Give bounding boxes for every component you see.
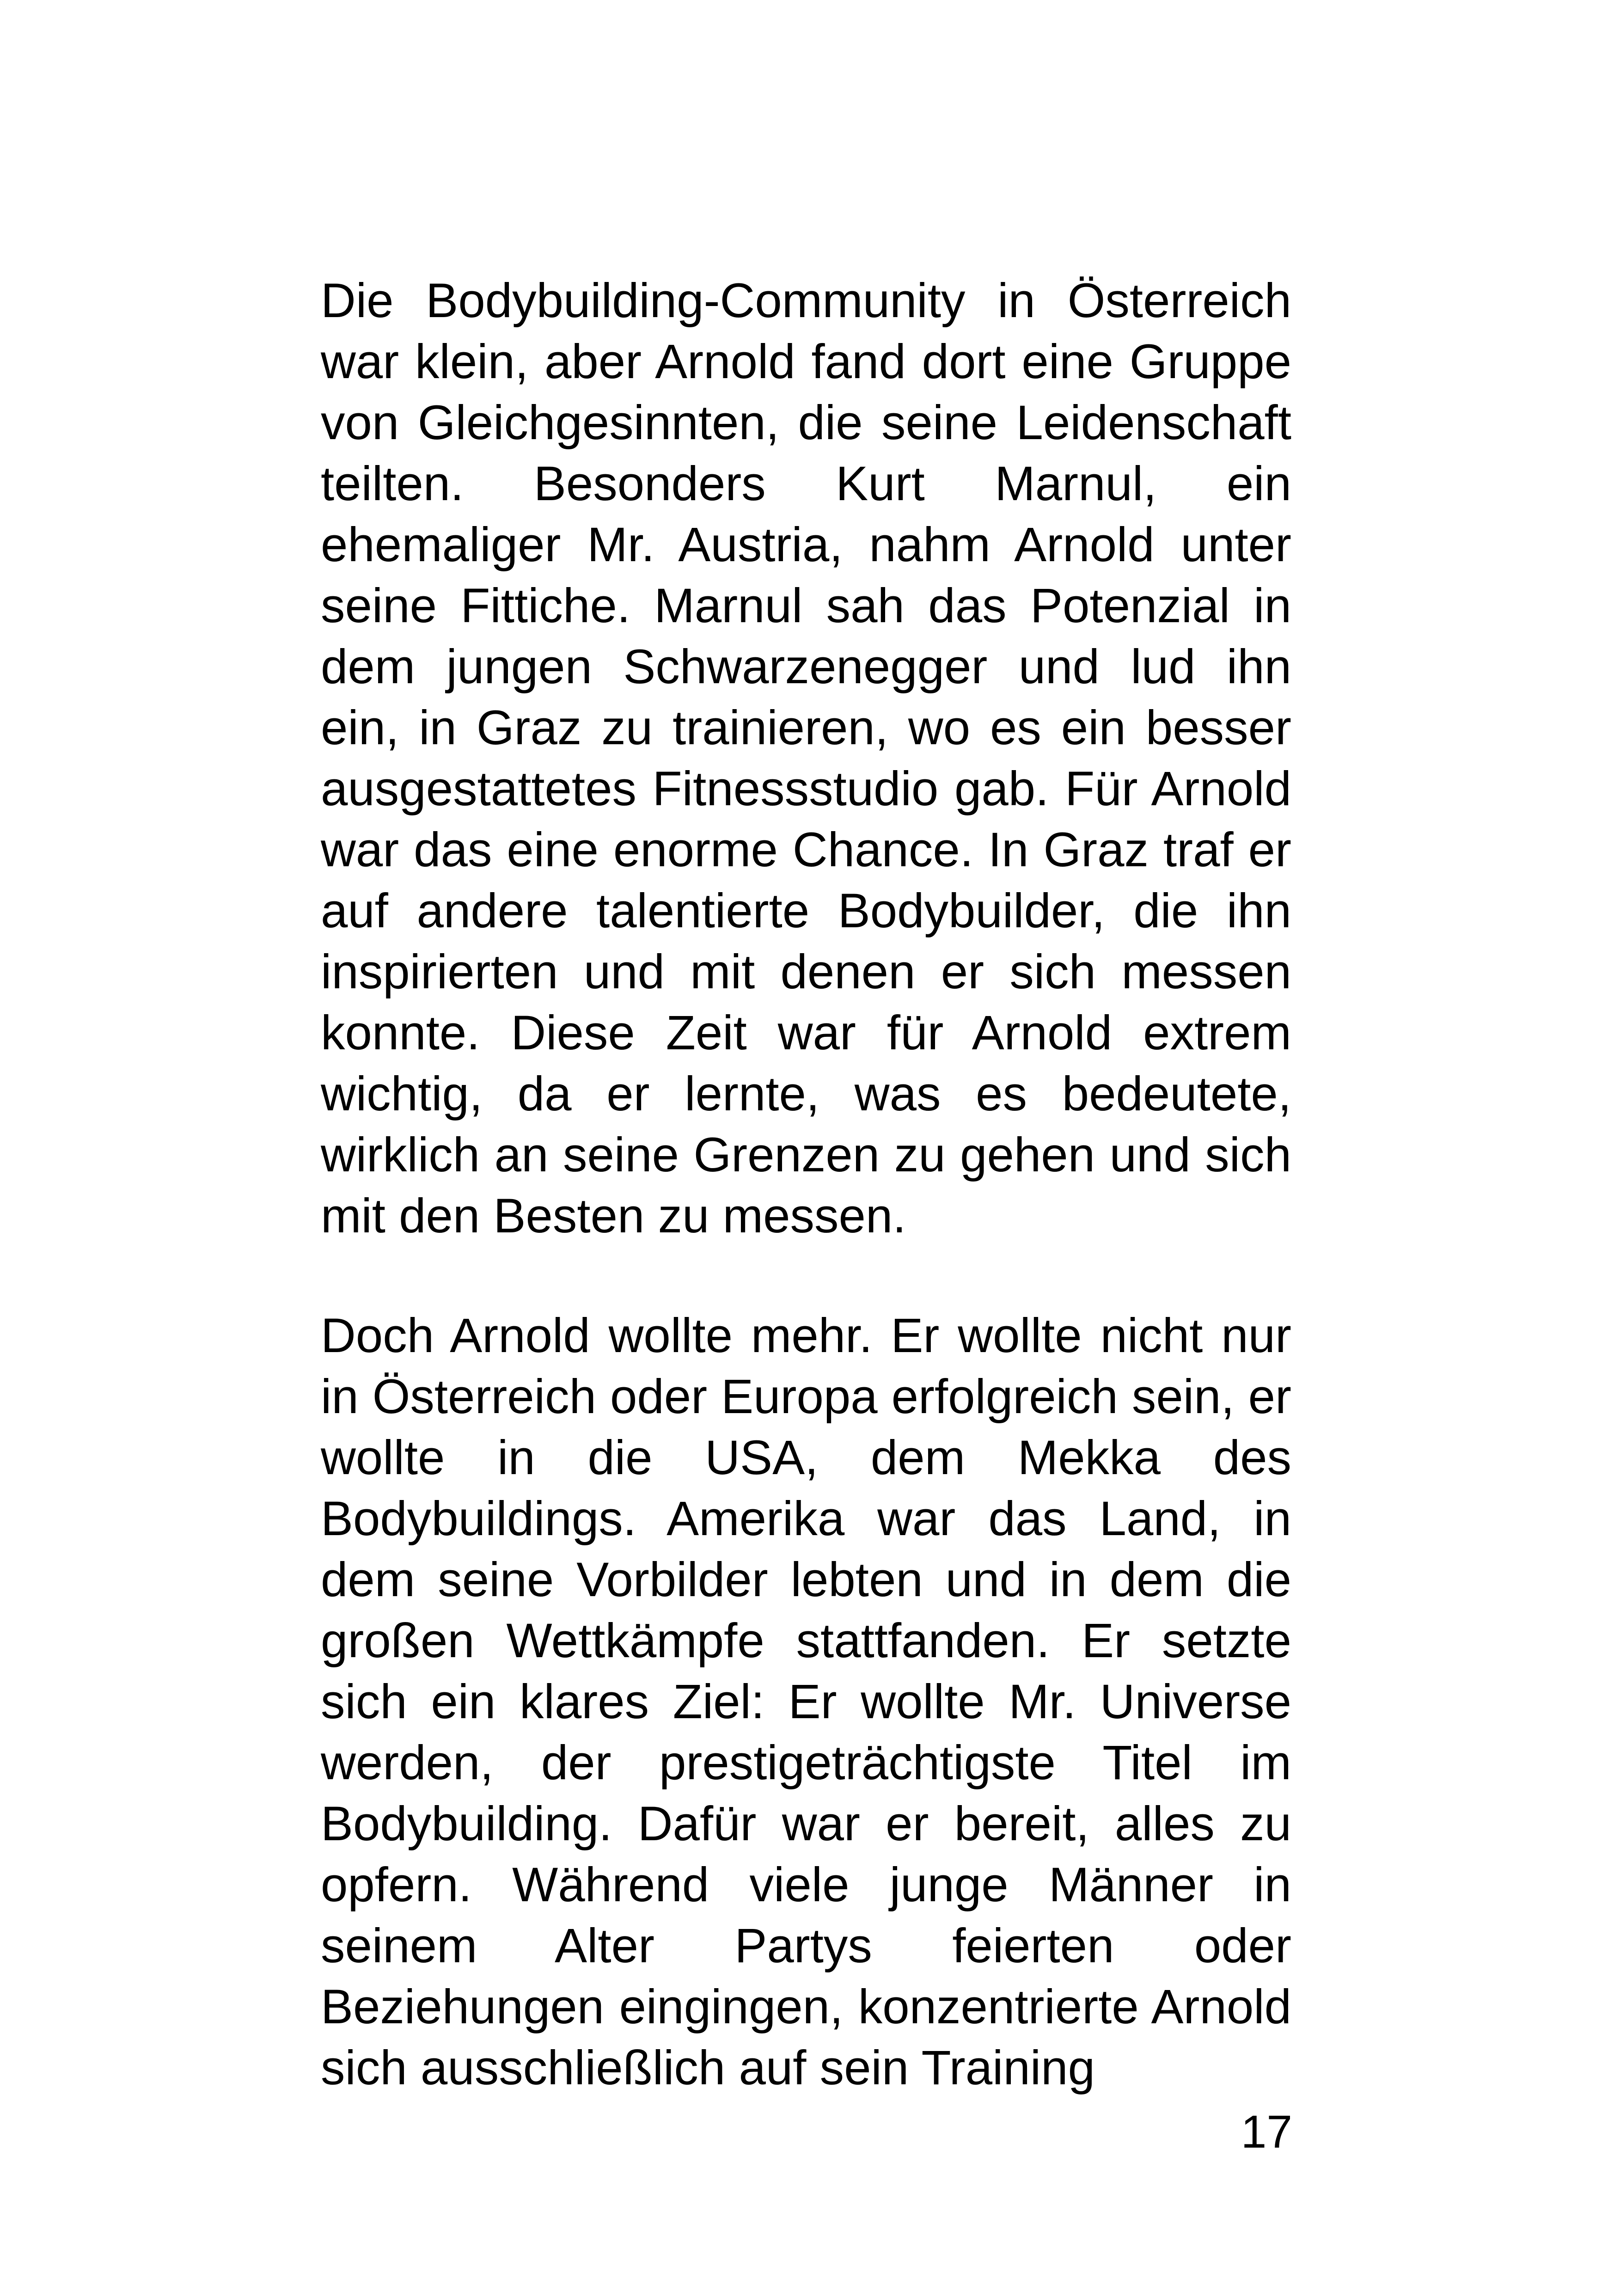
paragraph-2: Doch Arnold wollte mehr. Er wollte nicht nur in Österreich oder Europa erfolgreich sein, er wollte in die USA, dem Mekka des Bodybuildings. Amerika war das Land, in dem seine Vorbilder lebten und in dem die großen Wettkämpfe stattfanden. Er setzte sich ein klares Ziel: Er wollte Mr. Universe werden, der prestigeträchtigste Titel im Bodybuilding. Dafür war er bereit, alles zu opfern. Während viele junge Männer in seinem Alter Partys feierten oder Beziehungen eingingen, konzentrierte Arnold sich ausschließlich auf sein Training — [321, 1309, 1291, 2095]
body-text — [321, 270, 1291, 2099]
paragraph-1: Die Bodybuilding-Community in Österreich war klein, aber Arnold fand dort eine Gruppe von Gleichgesinnten, die seine Leidenschaft teilten. Besonders Kurt Marnul, ein ehemaliger Mr. Austria, nahm Arnold unter seine Fittiche. Marnul sah das Potenzial in dem jungen Schwarzenegger und lud ihn ein, in Graz zu trainieren, wo es ein besser ausgestattetes Fitnessstudio gab. Für Arnold war das eine enorme Chance. In Graz traf er auf andere talentierte Bodybuilder, die ihn inspirierten und mit denen er sich messen konnte. Diese Zeit war für Arnold extrem wichtig, da er lernte, was es bedeutete, wirklich an seine Grenzen zu gehen und sich mit den Besten zu messen. — [321, 274, 1291, 1243]
page-number: 17 — [1241, 2106, 1292, 2158]
